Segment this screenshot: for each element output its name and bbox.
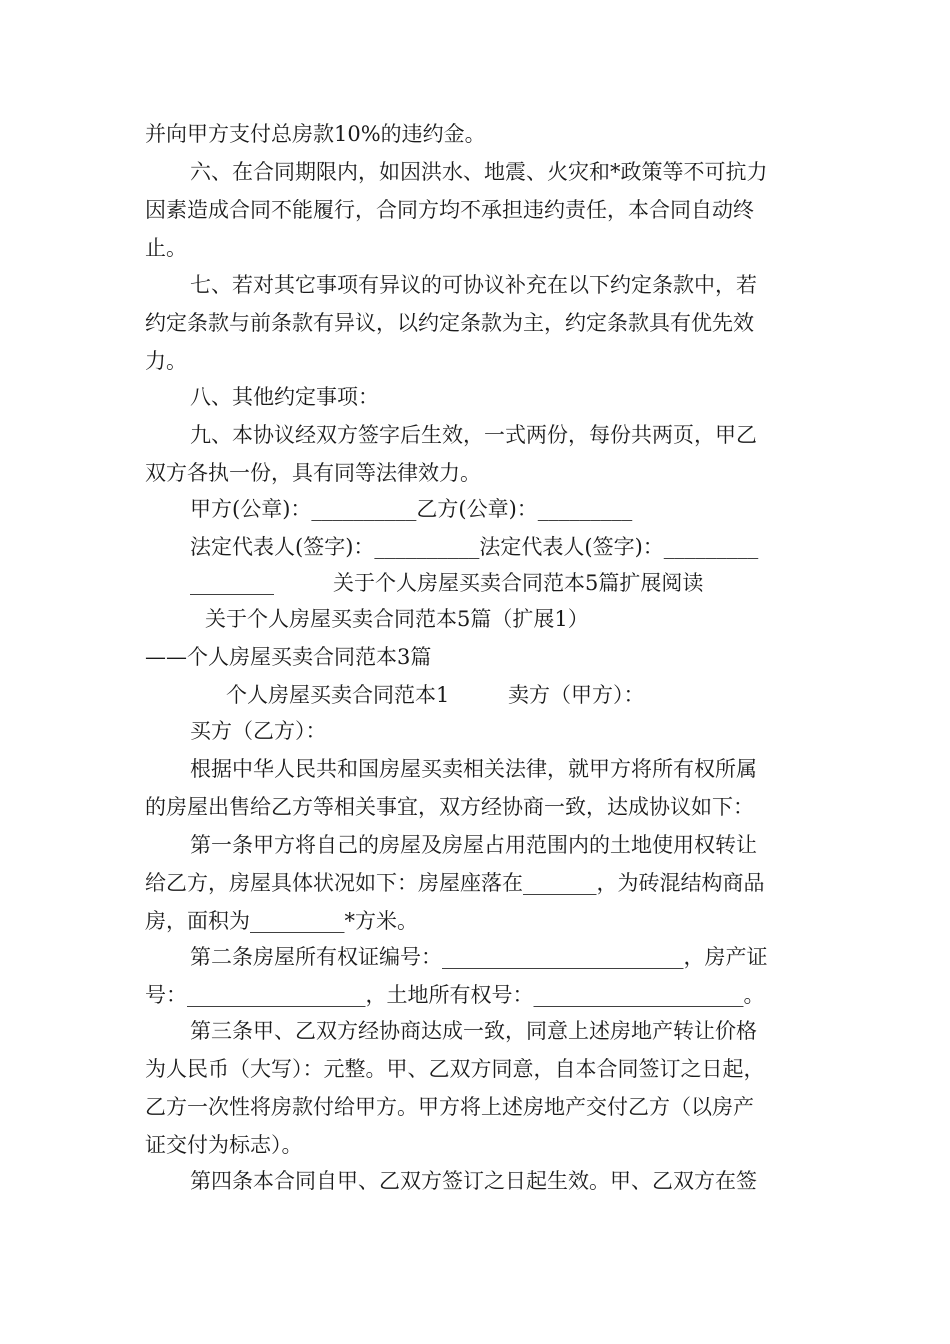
article-four-line-1: 第四条本合同自甲、乙双方签订之日起生效。甲、乙双方在签	[190, 1169, 757, 1193]
signature-blank: ________	[190, 571, 274, 595]
clause-seven-line-1: 七、若对其它事项有异议的可协议补充在以下约定条款中，若	[190, 273, 757, 297]
extended-reading-heading: 关于个人房屋买卖合同范本5篇扩展阅读	[333, 571, 704, 595]
article-three-line-3: 乙方一次性将房款付给甲方。甲方将上述房地产交付乙方（以房产	[145, 1095, 754, 1119]
clause-six-line-2: 因素造成合同不能履行，合同方均不承担违约责任，本合同自动终	[145, 198, 754, 222]
extension-title: 关于个人房屋买卖合同范本5篇（扩展1）	[205, 607, 589, 631]
representative-signature-line: 法定代表人(签字)：__________法定代表人(签字)：_________	[190, 535, 759, 559]
clause-seven-line-2: 约定条款与前条款有异议，以约定条款为主，约定条款具有优先效	[145, 311, 754, 335]
seller-party-label: 卖方（甲方）：	[508, 683, 645, 707]
article-one-line-1: 第一条甲方将自己的房屋及房屋占用范围内的土地使用权转让	[190, 833, 757, 857]
article-two-line-1: 第二条房屋所有权证编号：_______________________，房产证	[190, 945, 768, 969]
article-one-line-2: 给乙方，房屋具体状况如下：房屋座落在_______，为砖混结构商品	[145, 871, 765, 895]
text-line: 并向甲方支付总房款10%的违约金。	[145, 122, 486, 146]
clause-nine-line-1: 九、本协议经双方签字后生效，一式两份，每份共两页，甲乙	[190, 423, 757, 447]
article-three-line-4: 证交付为标志）。	[145, 1133, 303, 1157]
buyer-party-label: 买方（乙方）：	[190, 719, 327, 743]
contract-sample-title: 个人房屋买卖合同范本1	[226, 683, 450, 707]
clause-six-line-3: 止。	[145, 236, 187, 260]
clause-eight-line: 八、其他约定事项：	[190, 385, 379, 409]
preamble-line-1: 根据中华人民共和国房屋买卖相关法律，就甲方将所有权所属	[190, 757, 757, 781]
article-three-line-1: 第三条甲、乙双方经协商达成一致，同意上述房地产转让价格	[190, 1019, 757, 1043]
clause-nine-line-2: 双方各执一份，具有同等法律效力。	[145, 461, 481, 485]
clause-seven-line-3: 力。	[145, 349, 187, 373]
extension-subtitle: ——个人房屋买卖合同范本3篇	[145, 645, 432, 669]
article-one-line-3: 房，面积为_________*方米。	[145, 909, 418, 933]
article-two-line-2: 号：_________________，土地所有权号：____________________。	[145, 983, 765, 1007]
article-three-line-2: 为人民币（大写）：元整。甲、乙双方同意，自本合同签订之日起，	[145, 1057, 765, 1081]
preamble-line-2: 的房屋出售给乙方等相关事宜，双方经协商一致，达成协议如下：	[145, 795, 754, 819]
party-seal-line: 甲方(公章)：__________乙方(公章)：_________	[190, 497, 633, 521]
clause-six-line-1: 六、在合同期限内，如因洪水、地震、火灾和*政策等不可抗力	[190, 160, 768, 184]
